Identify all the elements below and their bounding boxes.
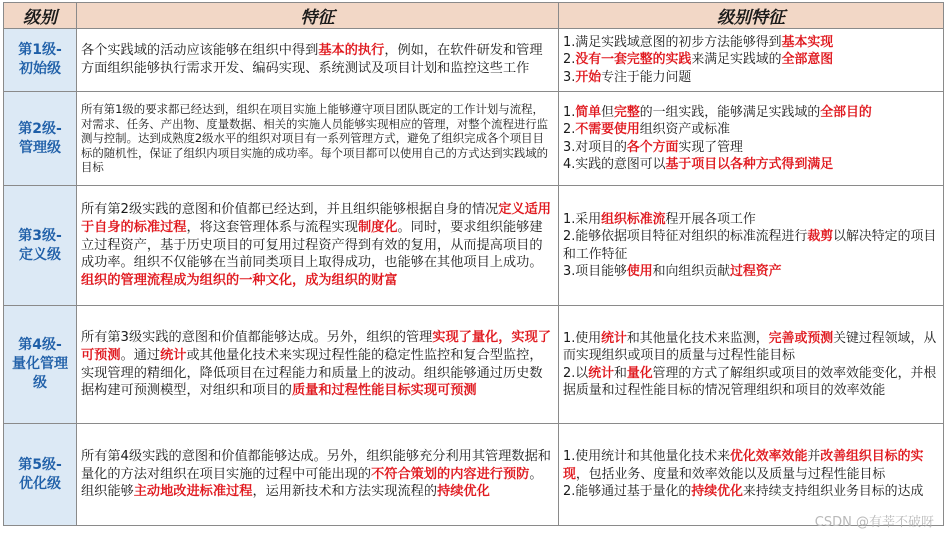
- characteristics-cell: [559, 29, 944, 92]
- characteristic-text: 2.: [563, 122, 576, 138]
- characteristic-item: [563, 51, 939, 68]
- feature-cell: [77, 29, 559, 92]
- feature-text: ，例如，在软件研发和管理方面组织能够执行需求开发、编码实现、系统测试及项目计划和监控这些工作: [81, 43, 543, 76]
- level-cell: [4, 424, 77, 526]
- highlight-text: 完整: [613, 104, 640, 120]
- characteristic-text: 来持续支持组织业务目标的达成: [742, 484, 924, 500]
- highlight-text: 没有一套完整的实践: [575, 52, 692, 68]
- feature-text: ，将这套管理体系与流程实现: [186, 219, 358, 235]
- highlight-text: 过程资产: [730, 263, 782, 279]
- characteristic-text: 和: [613, 365, 627, 381]
- characteristic-item: [563, 263, 939, 280]
- highlight-text: 简单: [575, 104, 602, 120]
- feature-text: 。同时，要求组织能够建立过程资产，基于历史项目的可复用过程资产得到有效的复用，从而提高项目的成功率。组织不仅能够在当前同类项目上取得成功，也能够在其他项目上成功。: [81, 219, 543, 271]
- level-name: 量化管理级: [12, 356, 68, 391]
- level-number: 第1级-: [18, 42, 62, 58]
- characteristic-item: [563, 156, 939, 173]
- characteristic-item: [563, 139, 939, 156]
- highlight-text: 不需要使用: [575, 122, 640, 138]
- characteristic-item: [563, 104, 939, 121]
- highlight-text: 各个方面: [626, 139, 679, 155]
- highlight-text: 裁剪: [807, 229, 834, 245]
- highlight-text: 基本的执行: [318, 43, 385, 59]
- highlight-text: 统计: [601, 330, 627, 346]
- header-row: [4, 3, 944, 29]
- characteristic-text: 3.对项目的: [563, 139, 627, 155]
- characteristic-text: ，包括业务、度量和效率效能以及质量与过程性能目标: [575, 466, 886, 482]
- highlight-text: 基本实现: [781, 34, 834, 50]
- characteristic-text: 来满足实践域的: [691, 52, 782, 68]
- feature-cell: [77, 424, 559, 526]
- feature-cell: [77, 92, 559, 186]
- characteristic-text: 关键过程领域，从而实现组织或项目的质量与过程性能目标: [563, 330, 937, 364]
- characteristic-text: 专注于能力问题: [601, 69, 692, 85]
- highlight-text: 开始: [575, 69, 602, 85]
- level-number: 第3级-: [18, 227, 62, 244]
- feature-text: 。组织能够: [81, 466, 543, 500]
- characteristic-item: [563, 121, 939, 138]
- level-number: 第2级-: [18, 120, 62, 137]
- feature-text: 所有第3级实践的意图和价值都能够达成。另外，组织的管理: [81, 329, 433, 345]
- characteristic-item: [563, 365, 939, 400]
- characteristic-item: [563, 448, 939, 483]
- level-name: 初始级: [19, 61, 61, 77]
- maturity-level-table: [3, 2, 944, 526]
- characteristic-text: 2.以: [563, 365, 589, 381]
- characteristic-item: [563, 228, 939, 263]
- table-row: [4, 186, 944, 306]
- characteristics-cell: [559, 92, 944, 186]
- level-number: 第4级-: [18, 337, 62, 353]
- feature-text: 或其他量化技术来实现过程性能的稳定性监控和复合型监控，实现管理的精细化，降低项目在过程能力和质量上的波动。组织能够通过历史数据构建可预测模型，对组织和项目的: [81, 347, 543, 399]
- highlight-text: 制度化: [357, 219, 398, 235]
- characteristic-text: 1.: [563, 104, 576, 120]
- characteristic-text: 2.: [563, 52, 576, 68]
- characteristics-cell: [559, 306, 944, 424]
- characteristic-text: 4.实践的意图可以: [563, 156, 666, 172]
- highlight-text: 使用: [626, 263, 653, 279]
- table-row: [4, 92, 944, 186]
- characteristic-text: 1.使用统计和其他量化技术来: [563, 449, 730, 465]
- table-row: [4, 306, 944, 424]
- characteristics-cell: [559, 186, 944, 306]
- characteristic-text: 的一组实践，能够满足实践域的: [639, 104, 821, 120]
- header-characteristics: 级别特征: [559, 3, 944, 29]
- feature-text: 所有第2级实践的意图和价值都已经达到，并且组织能够根据自身的情况: [81, 202, 499, 217]
- level-name: 管理级: [19, 139, 61, 156]
- characteristic-text: 1.满足实践域意图的初步方法能够得到: [563, 34, 782, 50]
- characteristic-text: 程开展各项工作: [665, 211, 756, 227]
- feature-text: 各个实践域的活动应该能够在组织中得到: [81, 43, 319, 59]
- highlight-text: 定义适用于自身的标准过程: [81, 202, 551, 235]
- highlight-text: 全部目的: [820, 104, 872, 120]
- watermark: CSDN @有莘不破呀: [814, 515, 934, 530]
- characteristic-text: 1.采用: [563, 211, 602, 227]
- level-cell: [4, 29, 77, 92]
- characteristic-item: [563, 211, 939, 228]
- highlight-text: 持续优化: [437, 484, 490, 500]
- characteristic-text: 以解决特定的项目和工作特征: [563, 229, 937, 262]
- characteristic-text: 2.能够依据项目特征对组织的标准流程进行: [563, 229, 808, 245]
- level-cell: [4, 186, 77, 306]
- header-feature: 特征: [77, 3, 559, 29]
- characteristic-text: 和其他量化技术来监测，: [626, 330, 769, 346]
- feature-text: 。通过: [120, 347, 161, 363]
- highlight-text: 质量和过程性能目标实现可预测: [292, 383, 477, 399]
- highlight-text: 持续优化: [691, 484, 743, 500]
- feature-text: 所有第1级的要求都已经达到，组织在项目实施上能够遵守项目团队既定的工作计划与流程，对需求、任务、产出物、度量数据、相关的实施人员能够实现相应的管理，对整个流程进行监测与控制。达到成熟度2级水平的组织对项目有一系列管理方式，避免了组织完成各个项目目标的随机性，保证了组织内项目实施的成功率。每个项目都可以使用自己的方式达到实践域的目标: [81, 102, 549, 175]
- characteristic-item: [563, 69, 939, 86]
- characteristic-text: 实现了管理: [678, 139, 743, 155]
- level-number: 第5级-: [18, 456, 62, 473]
- highlight-text: 实现了量化，实现了可预测: [81, 329, 551, 363]
- highlight-text: 组织的管理流程成为组织的一种文化，成为组织的财富: [81, 273, 398, 289]
- characteristic-text: 和向组织贡献: [652, 263, 730, 279]
- feature-text: ，运用新技术和方法实现流程的: [252, 484, 438, 500]
- level-name: 优化级: [19, 475, 61, 492]
- highlight-text: 统计: [160, 347, 187, 363]
- feature-cell: [77, 306, 559, 424]
- feature-cell: [77, 186, 559, 306]
- characteristic-item: [563, 483, 939, 500]
- highlight-text: 量化: [626, 365, 653, 381]
- characteristic-item: [563, 330, 939, 365]
- feature-text: 所有第4级实践的意图和价值都能够达成。另外，组织能够充分利用其管理数据和量化的方法对组织在项目实施的过程中可能出现的: [81, 448, 551, 482]
- characteristic-text: 2.能够通过基于量化的: [563, 484, 692, 500]
- highlight-text: 改善组织目标的实现: [563, 449, 924, 482]
- highlight-text: 优化效率效能: [730, 449, 808, 465]
- characteristic-text: 管理的方式了解组织或项目的效率效能变化，并根据质量和过程性能目标的情况管理组织和项目的效率效能: [563, 365, 937, 398]
- highlight-text: 全部意图: [781, 52, 834, 68]
- highlight-text: 主动地改进标准过程: [133, 484, 253, 500]
- highlight-text: 不符合策划的内容进行预防: [371, 466, 530, 482]
- highlight-text: 完善或预测: [768, 330, 834, 346]
- characteristic-text: 3.: [563, 69, 576, 85]
- characteristic-text: 1.使用: [563, 330, 602, 346]
- characteristic-item: [563, 34, 939, 51]
- characteristic-text: 组织资产或标准: [639, 122, 730, 138]
- highlight-text: 组织标准流: [601, 211, 666, 227]
- table-row: [4, 29, 944, 92]
- table-row: [4, 424, 944, 526]
- level-cell: [4, 92, 77, 186]
- highlight-text: 基于项目以各种方式得到满足: [665, 156, 834, 172]
- level-name: 定义级: [19, 246, 61, 263]
- header-level: 级别: [4, 3, 77, 29]
- highlight-text: 统计: [588, 365, 614, 381]
- level-cell: [4, 306, 77, 424]
- characteristic-text: 但: [601, 104, 614, 120]
- characteristic-text: 并: [807, 449, 821, 465]
- characteristic-text: 3.项目能够: [563, 263, 627, 279]
